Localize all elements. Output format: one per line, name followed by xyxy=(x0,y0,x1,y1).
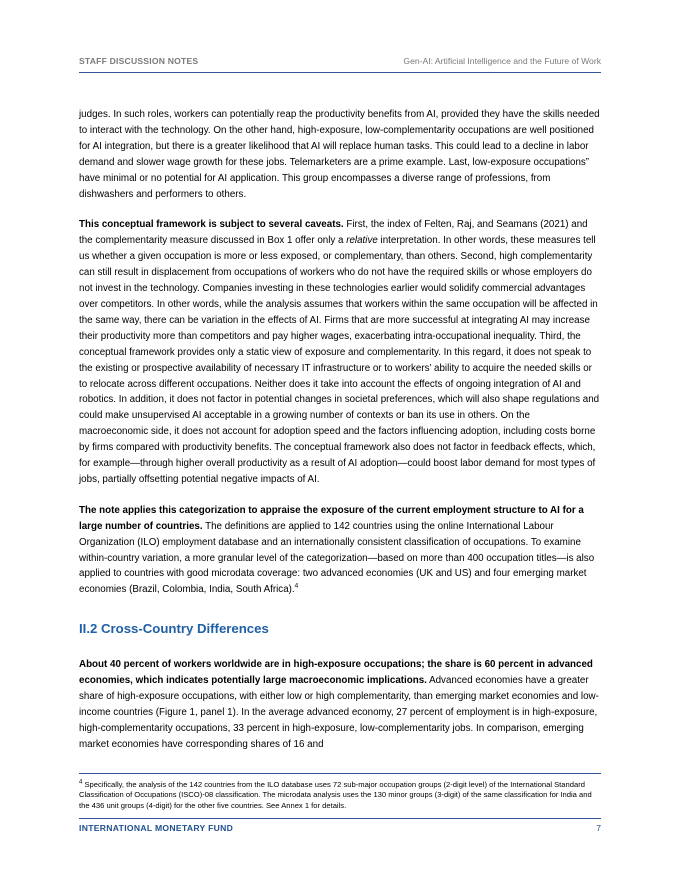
paragraph-lead-sentence: The note applies this categorization to appraise the exposure of the current employment structure to AI for a large number of countries. xyxy=(79,504,584,532)
paragraph-text: interpretation. In other words, these measures tell us whether a given occupation is more or less exposed, or complementary, than others. Second, high complementarity can still result in displacement from occupations of workers who do not have the required skills or whose employers do not invest in the technology. Companies investing in these technologies earlier would solidify commercial advantages over competitors. In other words, while the analysis assumes that workers within the same occupation will be affected in the same way, there can be variation in the effects of AI. Firms that are more successful at integrating AI may increase their productivity more than competitors and pay higher wages, exacerbating intra-occupational inequality. Third, the conceptual framework provides only a static view of exposure and complementarity. In this regard, it does not speak to the existing or prospective availability of necessary IT infrastructure or to workers’ ability to acquire the needed skills or to relocate across different occupations. Neither does it take into account the effects of ongoing integration of AI and robotics. In addition, it does not factor in potential changes in societal preferences, which will also shape regulations and could make unsupervised AI acceptable in a growing number of contexts or ban its use in others. On the macroeconomic side, it does not account for adoption speed and the factors influencing adoption, including costs borne by firms compared with productivity benefits. The conceptual framework also does not factor in feedback effects, which, for example—through higher overall productivity as a result of AI adoption—could boost labor demand for most types of jobs, partially offsetting potential negative impacts of AI. xyxy=(79,235,600,485)
emphasis-text: relative xyxy=(346,235,378,247)
footer-organization: INTERNATIONAL MONETARY FUND xyxy=(79,823,234,833)
page-footer xyxy=(79,823,601,837)
footnote xyxy=(79,780,601,811)
paragraph-text: The definitions are applied to 142 countries using the online International Labour Organization (ILO) employment database and an internationally consistent classification of occupations. To examine within-country variation, a more granular level of the categorization—based on more than 400 occupation titles—is also applied to countries with good microdata coverage: two advanced economies (UK and US) and four emerging market economies (Brazil, Colombia, India, South Africa). xyxy=(79,520,595,596)
paragraph-caveats xyxy=(79,217,601,487)
paragraph-lead-sentence: About 40 percent of workers worldwide are in high-exposure occupations; the share is 60 percent in advanced economies, which indicates potentially large macroeconomic implications. xyxy=(79,659,593,687)
header-document-title: Gen-AI: Artificial Intelligence and the Future of Work xyxy=(403,56,601,66)
footnote-reference[interactable]: 4 xyxy=(294,583,299,591)
page-header xyxy=(79,55,601,73)
paragraph-text: First, the index of Felten, Raj, and Seamans (2021) and the complementarity measure discussed in Box 1 offer only a xyxy=(79,219,588,247)
paragraph-lead-sentence: This conceptual framework is subject to several caveats. xyxy=(79,219,344,231)
footnote-number: 4 xyxy=(79,779,83,786)
paragraph-cross-country xyxy=(79,657,601,752)
footnote-text: Specifically, the analysis of the 142 countries from the ILO database uses 72 sub-major occupation groups (2-digit level) of the International Standard Classification of Occupations (ISCO)-08 classification. The microdata analysis uses the 130 minor groups (3-digit) of the same classification for India and the 436 unit groups (4-digit) for the other five countries. See Annex 1 for details. xyxy=(79,780,592,810)
paragraph-categorization xyxy=(79,503,601,598)
page-number: 7 xyxy=(596,823,601,833)
main-text xyxy=(79,107,601,768)
paragraph-continuation: judges. In such roles, workers can potentially reap the productivity benefits from AI, provided they have the skills needed to interact with the technology. On the other hand, high-exposure, low-complementarity occupations are well positioned for AI integration, but there is a greater likelihood that AI will replace human tasks. This could lead to a decline in labor demand and slower wage growth for these jobs. Telemarketers are a prime example. Last, low-exposure occupations” have minimal or no potential for AI application. This group encompasses a diverse range of professions, from dishwashers and performers to others. xyxy=(79,109,600,200)
footnote-divider xyxy=(79,773,601,774)
section-heading: II.2 Cross-Country Differences xyxy=(79,621,269,637)
footer-divider xyxy=(79,818,601,819)
header-series-title: STAFF DISCUSSION NOTES xyxy=(79,56,199,66)
paragraph-text: Advanced economies have a greater share of high-exposure occupations, with either low or high complementarity, than emerging market economies and low-income countries (Figure 1, panel 1). In the average advanced economy, 27 percent of employment is in high-exposure, high-complementarity occupations, 33 percent in high-exposure, low-complementarity jobs. In comparison, emerging market economies have corresponding shares of 16 and xyxy=(79,675,599,750)
